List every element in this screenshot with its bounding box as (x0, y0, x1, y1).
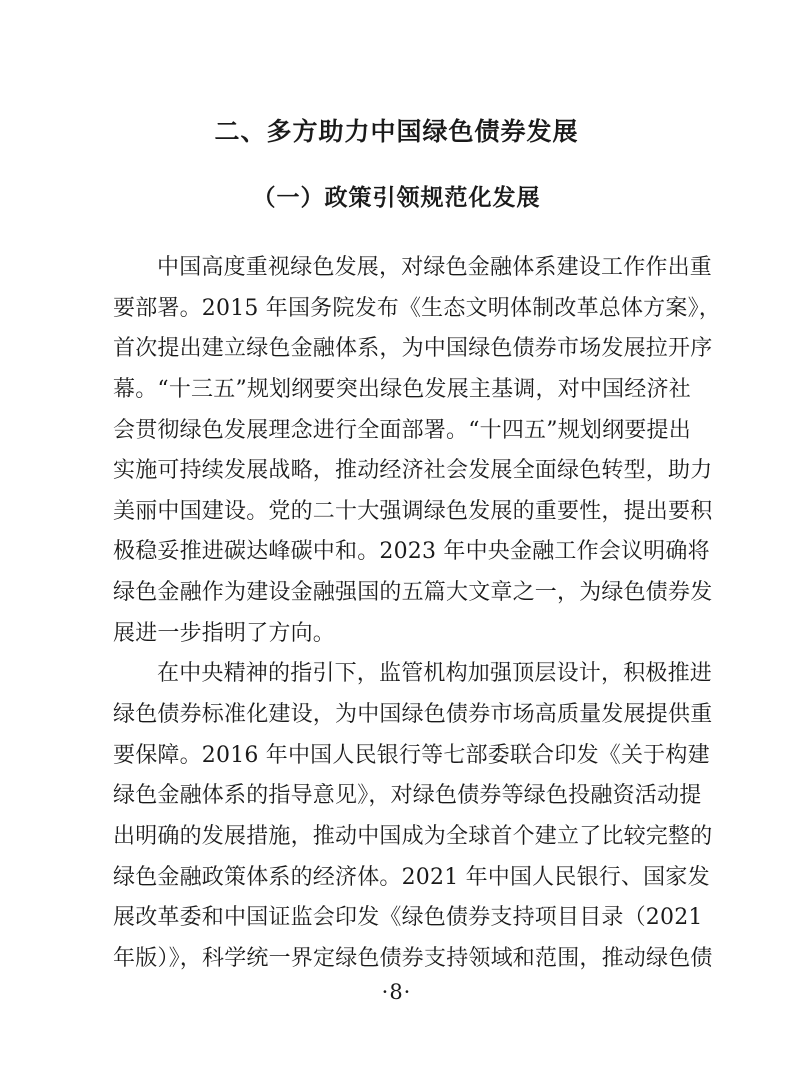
text-line: 出明确的发展措施，推动中国成为全球首个建立了比较完整的 (113, 823, 713, 849)
text-line: 绿色债券标准化建设，为中国绿色债券市场高质量发展提供重 (113, 702, 713, 728)
paragraph-1 (113, 248, 721, 654)
text-line: 幕。“十三五”规划纲要突出绿色发展主基调，对中国经济社 (113, 376, 691, 402)
section-heading: 二、多方助力中国绿色债券发展 (214, 117, 579, 146)
text-line: 展改革委和中国证监会印发《绿色债券支持项目目录（2021 (113, 905, 703, 931)
text-line: 首次提出建立绿色金融体系，为中国绿色债券市场发展拉开序 (113, 336, 713, 362)
text-line: 在中央精神的指引下，监管机构加强顶层设计，积极推进 (157, 661, 713, 687)
text-line: 要保障。2016 年中国人民银行等七部委联合印发《关于构建 (113, 742, 710, 768)
text-line: 美丽中国建设。党的二十大强调绿色发展的重要性，提出要积 (113, 498, 713, 524)
body-text (113, 248, 721, 980)
text-line: 极稳妥推进碳达峰碳中和。2023 年中央金融工作会议明确将 (113, 539, 710, 565)
text-line: 会贯彻绿色发展理念进行全面部署。“十四五”规划纲要提出 (113, 417, 691, 443)
text-line: 年版）》，科学统一界定绿色债券支持领域和范围，推动绿色债 (113, 945, 713, 971)
text-line: 绿色金融政策体系的经济体。2021 年中国人民银行、国家发 (113, 864, 710, 890)
text-line: 要部署。2015 年国务院发布《生态文明体制改革总体方案》， (113, 295, 721, 321)
text-line: 中国高度重视绿色发展，对绿色金融体系建设工作作出重 (157, 255, 713, 280)
text-line: 绿色金融体系的指导意见》，对绿色债券等绿色投融资活动提 (113, 783, 702, 809)
text-line: 绿色金融作为建设金融强国的五篇大文章之一，为绿色债券发 (113, 580, 713, 606)
text-line: 展进一步指明了方向。 (113, 620, 336, 646)
page-number: ·8· (381, 980, 412, 1004)
subsection-heading: （一）政策引领规范化发展 (252, 185, 541, 211)
text-line: 实施可持续发展战略，推动经济社会发展全面绿色转型，助力 (113, 458, 713, 484)
paragraph-2 (113, 654, 713, 979)
